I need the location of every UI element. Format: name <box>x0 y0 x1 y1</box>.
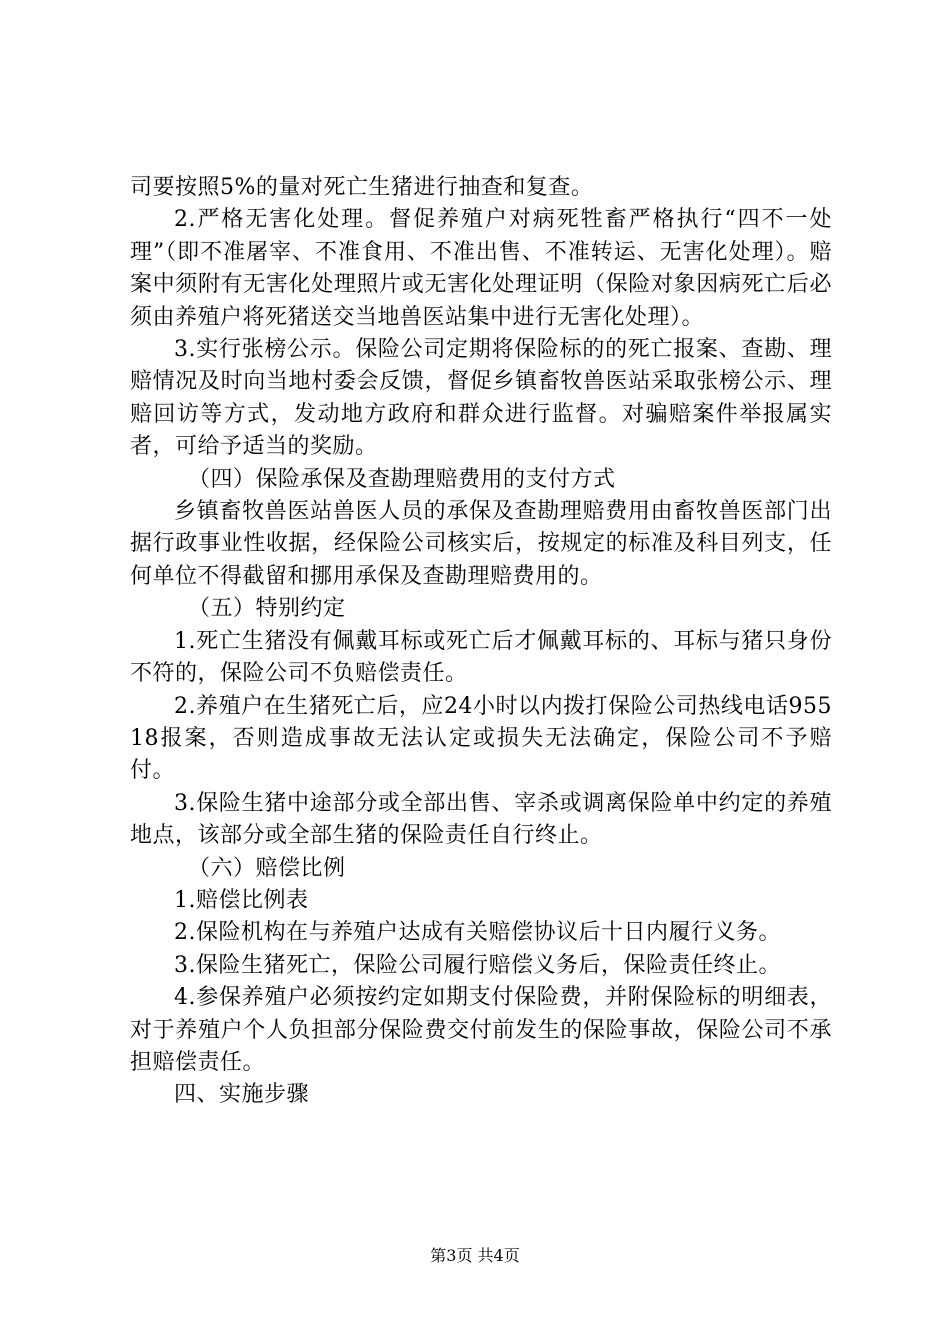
section-heading-compensation-ratio: （六）赔偿比例 <box>188 855 346 881</box>
paragraph-continued: 司要按照5%的量对死亡生猪进行抽查和复查。 <box>130 175 594 200</box>
paragraph-ratio-2: 2.保险机构在与养殖户达成有关赔偿协议后十日内履行义务。 <box>174 920 781 946</box>
section-heading-special-agreement: （五）特别约定 <box>188 596 346 622</box>
document-body <box>130 172 832 1112</box>
paragraph-special-1: 1.死亡生猪没有佩戴耳标或死亡后才佩戴耳标的、耳标与猪只身份不符的，保险公司不负赔偿责任。 <box>130 628 832 687</box>
page-number-footer: 第3页 共4页 <box>430 1246 520 1265</box>
paragraph-ratio-3: 3.保险生猪死亡，保险公司履行赔偿义务后，保险责任终止。 <box>174 952 781 978</box>
paragraph-public-notice: 3.实行张榜公示。保险公司定期将保险标的的死亡报案、查勘、理赔情况及时向当地村委会反馈，督促乡镇畜牧兽医站采取张榜公示、理赔回访等方式，发动地方政府和群众进行监督。对骗赔案件举报属实者，可给予适当的奖励。 <box>130 337 832 460</box>
paragraph-ratio-1: 1.赔偿比例表 <box>174 887 309 913</box>
section-heading-payment-method: （四）保险承保及查勘理赔费用的支付方式 <box>188 466 616 492</box>
paragraph-special-3: 3.保险生猪中途部分或全部出售、宰杀或调离保险单中约定的养殖地点，该部分或全部生猪的保险责任自行终止。 <box>130 790 832 849</box>
paragraph-harmless-treatment: 2.严格无害化处理。督促养殖户对病死牲畜严格执行“四不一处理”（即不准屠宰、不准食用、不准出售、不准转运、无害化处理）。赔案中须附有无害化处理照片或无害化处理证明（保险对象因病死亡后必须由养殖户将死猪送交当地兽医站集中进行无害化处理）。 <box>130 207 832 330</box>
paragraph-special-2: 2.养殖户在生猪死亡后，应24小时以内拨打保险公司热线电话95518报案，否则造成事故无法认定或损失无法确定，保险公司不予赔付。 <box>130 693 832 784</box>
paragraph-payment-method: 乡镇畜牧兽医站兽医人员的承保及查勘理赔费用由畜牧兽医部门出据行政事业性收据，经保险公司核实后，按规定的标准及科目列支，任何单位不得截留和挪用承保及查勘理赔费用的。 <box>130 499 832 589</box>
paragraph-ratio-4: 4.参保养殖户必须按约定如期支付保险费，并附保险标的明细表，对于养殖户个人负担部分保险费交付前发生的保险事故，保险公司不承担赔偿责任。 <box>130 985 832 1075</box>
section-heading-implementation-steps: 四、实施步骤 <box>174 1082 310 1108</box>
